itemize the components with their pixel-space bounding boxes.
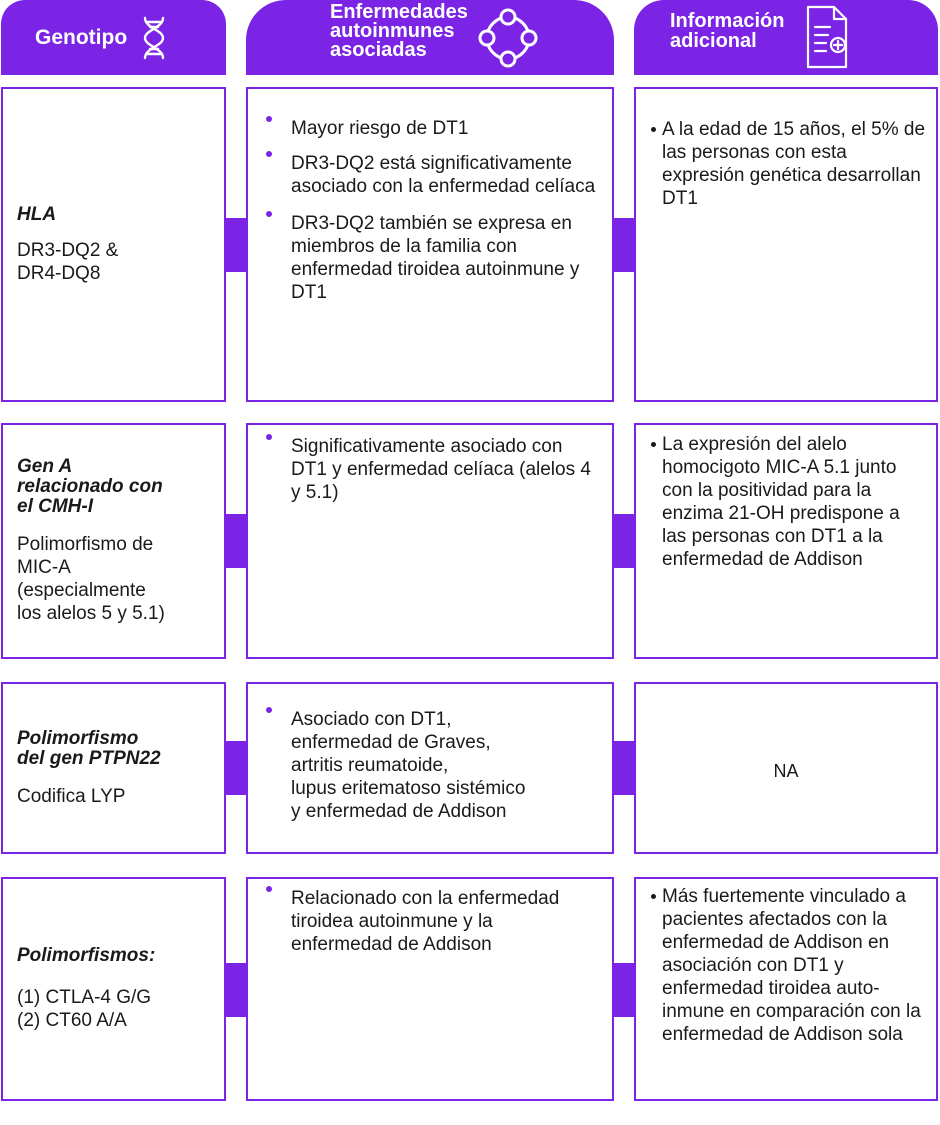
genotype-body-line: DR3-DQ2 & (17, 239, 119, 261)
list-item-text: La expresión del alelo homocigoto MIC-A 5.1 junto con la positividad para la enzima 21-OH predispone a las personas con DT1 a la enfermedad de Addison (662, 434, 900, 570)
genotype-body (17, 785, 212, 808)
genotype-body-line: Codifica LYP (17, 785, 126, 807)
info-cell-mica (634, 423, 938, 659)
genotype-cell-ptpn22 (1, 682, 226, 854)
header-diseases-label (330, 3, 468, 60)
header-info-line: Información (670, 9, 785, 32)
info-list (648, 433, 928, 571)
genotype-cell-mica (1, 423, 226, 659)
header-diseases (246, 0, 614, 75)
diseases-list (262, 708, 598, 823)
diseases-cell-ctla4 (246, 877, 614, 1101)
list-item-line: y enfermedad de Addison (291, 801, 507, 822)
row-connector (614, 741, 634, 795)
header-genotype-label: Genotipo (35, 25, 128, 49)
genotype-cell-ctla4 (1, 877, 226, 1101)
diseases-cell-ptpn22 (246, 682, 614, 854)
na-text: NA (773, 761, 799, 781)
row-connector (614, 963, 634, 1017)
genotype-title-line: el CMH-I (17, 496, 93, 517)
list-item-text: DR3-DQ2 también se expresa en miembros de la familia con enfermedad tiroidea autoinmune y DT1 (291, 213, 580, 303)
header-diseases-line: Enfermedades (330, 1, 468, 23)
genotype-cell-hla (1, 87, 226, 402)
row-connector (614, 218, 634, 272)
row-connector (226, 218, 246, 272)
genotype-body-line: los alelos 5 y 5.1) (17, 603, 165, 624)
circular-network-icon (476, 6, 540, 70)
list-item (648, 118, 928, 210)
list-item (262, 435, 598, 504)
dna-icon (141, 15, 167, 61)
genotype-body (17, 239, 212, 285)
row-connector (226, 514, 246, 568)
list-item-text: A la edad de 15 años, el 5% de las personas con esta expresión genética desarrollan DT1 (662, 119, 926, 209)
list-item (262, 887, 598, 956)
header-diseases-line: autoinmunes (330, 20, 455, 42)
list-item (648, 433, 928, 571)
genotype-body-line: DR4-DQ8 (17, 262, 101, 284)
genotype-title-line: del gen PTPN22 (17, 747, 161, 769)
genotype-title (17, 205, 212, 225)
list-item-text: Más fuertemente vinculado a pacientes afectados con la enfermedad de Addison en asociación con DT1 y enfermedad tiroidea auto-inmune en comparación con la enfermedad de Addison sola (662, 886, 921, 1045)
header-info (634, 0, 938, 75)
info-cell-ptpn22 (634, 682, 938, 854)
genotype-title-line: Polimorfismo (17, 727, 139, 749)
genotype-body-line: MIC-A (17, 557, 71, 578)
genotype-title (17, 457, 212, 517)
info-cell-ctla4 (634, 877, 938, 1101)
genotype-title-line: Polimorfismos: (17, 945, 156, 966)
genotype-title-line: HLA (17, 203, 57, 225)
list-item-line: enfermedad de Graves, (291, 732, 491, 753)
list-item-text: Mayor riesgo de DT1 (291, 118, 469, 139)
list-item-line: lupus eritematoso sistémico (291, 778, 526, 799)
genotype-title (17, 729, 212, 769)
row-connector (226, 741, 246, 795)
list-item (262, 708, 598, 823)
genotype-title (17, 946, 212, 966)
list-item-text: DR3-DQ2 está significativamente asociado con la enfermedad celíaca (291, 153, 596, 197)
info-list (648, 118, 928, 210)
genotype-body (17, 986, 212, 1032)
diseases-list (262, 887, 598, 956)
header-genotype (1, 0, 226, 75)
list-item (262, 152, 598, 198)
header-info-line: adicional (670, 29, 757, 52)
genotype-title-line: relacionado con (17, 476, 163, 497)
diseases-list (262, 117, 598, 304)
genotype-body-line: (especialmente (17, 580, 146, 601)
list-item (648, 885, 932, 1046)
row-connector (614, 514, 634, 568)
info-cell-hla (634, 87, 938, 402)
diseases-cell-mica (246, 423, 614, 659)
list-item-line: Asociado con DT1, (291, 709, 452, 730)
header-diseases-line: asociadas (330, 39, 427, 61)
genotype-body-line: Polimorfismo de (17, 534, 154, 555)
row-connector (226, 963, 246, 1017)
genotype-body-line: (2) CT60 A/A (17, 1010, 127, 1031)
list-item (262, 117, 598, 140)
list-item-line: artritis reumatoide, (291, 755, 449, 776)
header-info-label (670, 11, 784, 51)
genotype-body (17, 533, 212, 625)
list-item (262, 212, 598, 304)
info-list (648, 885, 932, 1046)
diseases-cell-hla (246, 87, 614, 402)
list-item-text: Relacionado con la enfermedad tiroidea autoinmune y la enfermedad de Addison (291, 888, 560, 955)
document-plus-icon (804, 5, 850, 71)
genotype-title-line: Gen A (17, 456, 73, 477)
genotype-body-line: (1) CTLA-4 G/G (17, 987, 152, 1008)
diseases-list (262, 435, 598, 504)
list-item-text: Significativamente asociado con DT1 y enfermedad celíaca (alelos 4 y 5.1) (291, 436, 591, 503)
